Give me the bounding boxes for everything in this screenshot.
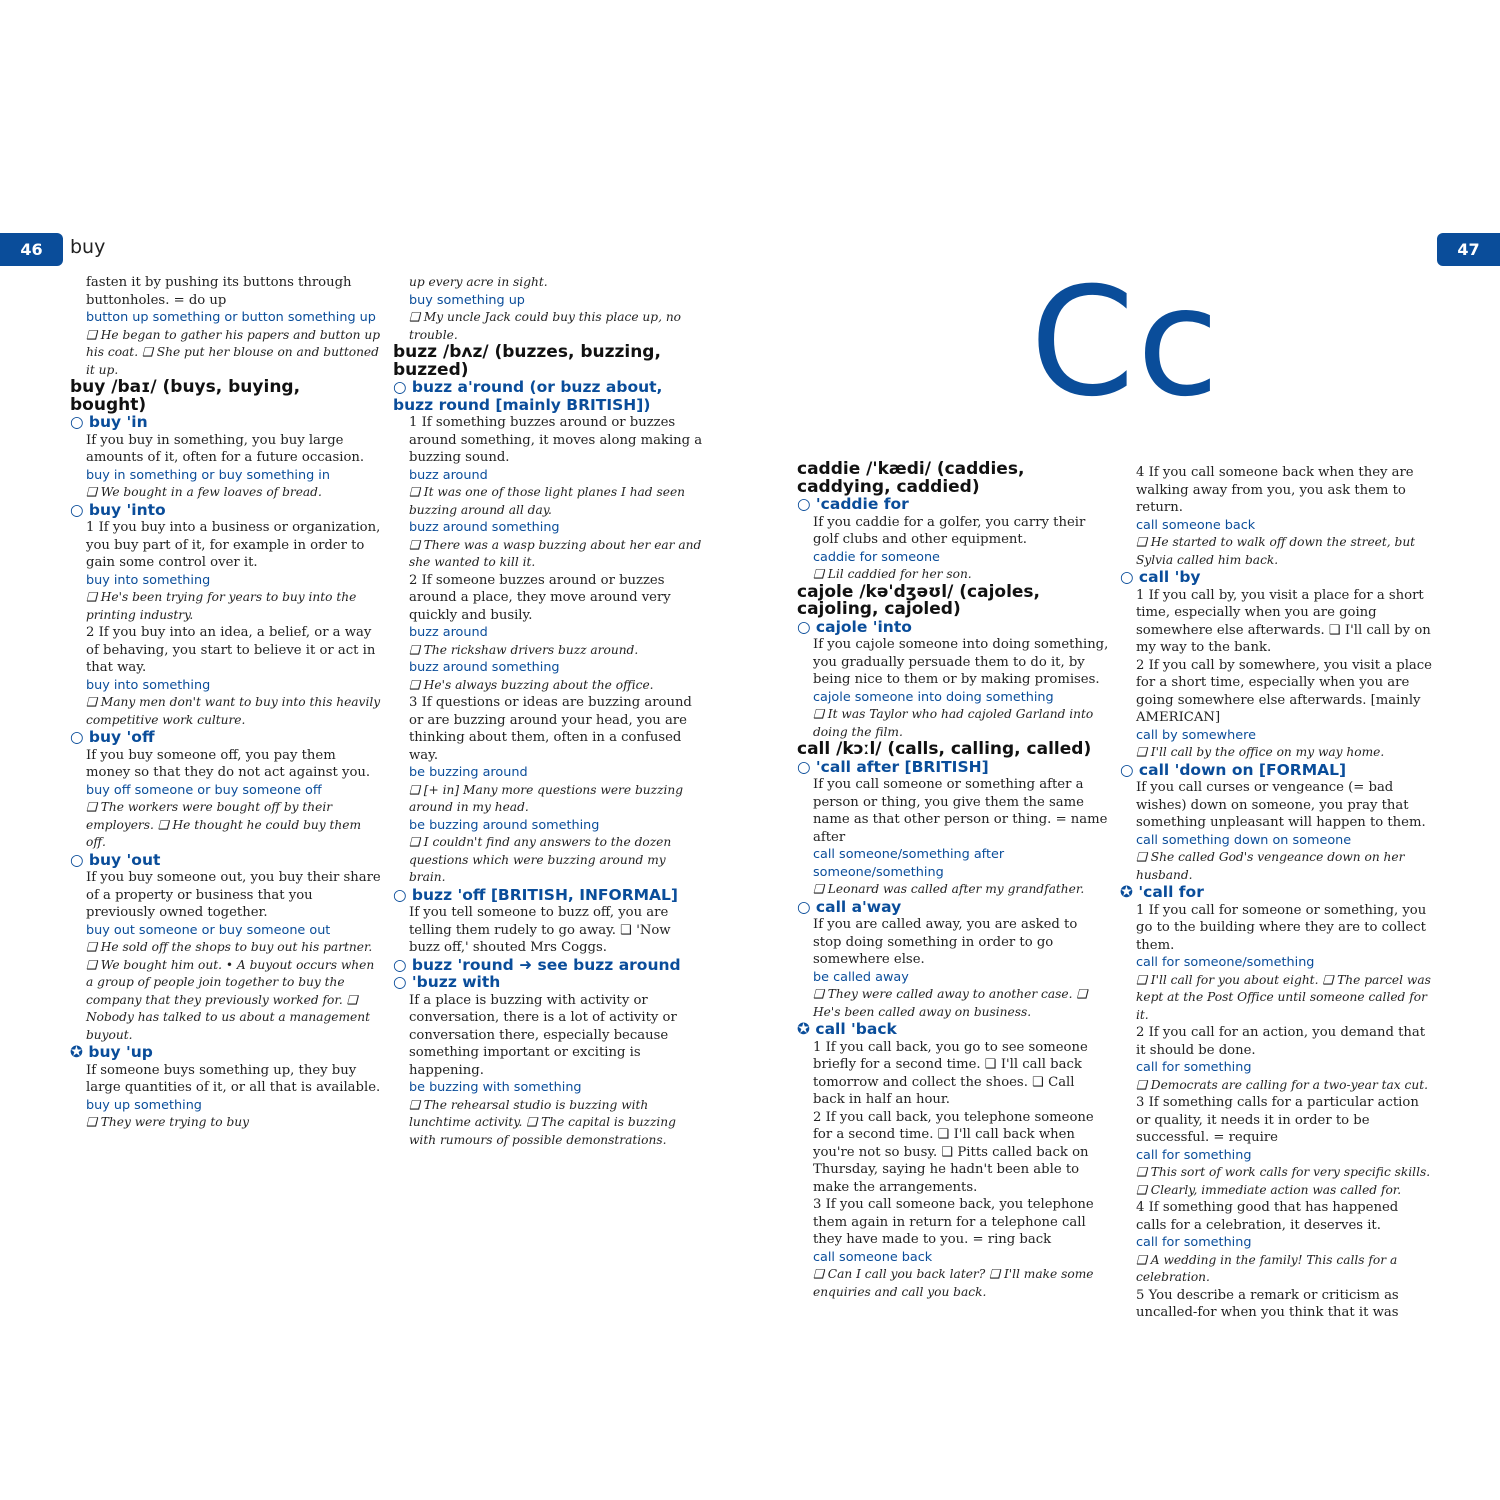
definition-text: If you call someone or something after a person or thing, you give them the same name as that other person or thing. = name after <box>813 777 1108 845</box>
definition-text: If you tell someone to buzz off, you are telling them rudely to go away. ❑ 'Now buzz off,' shouted Mrs Coggs. <box>409 905 671 955</box>
example-text: ❑ Democrats are calling for a two-year tax cut. <box>1136 1077 1429 1092</box>
example-text: ❑ He sold off the shops to buy out his partner. ❑ We bought him out. • A buyout occurs when a group of people join together to buy the company that they previously worked for. ❑ Nobody has talked to us about a management buyout. <box>86 940 375 1042</box>
example-text: ❑ I'll call for you about eight. ❑ The parcel was kept at the Post Office until someone called for it. <box>1136 972 1431 1022</box>
definition-text: 2 If you buy into an idea, a belief, or a way of behaving, you start to believe it or act in that way. <box>86 625 376 675</box>
phrasal-verb: ○ buzz 'round ➜ see buzz around <box>393 955 681 974</box>
phrasal-verb: ○ cajole 'into <box>797 617 912 636</box>
example-text: ❑ A wedding in the family! This calls for a celebration. <box>1136 1252 1398 1284</box>
phrasal-verb: ○ call a'way <box>797 897 902 916</box>
example-text: ❑ He's always buzzing about the office. <box>409 677 654 692</box>
definition-text: 1 If you call by, you visit a place for a short time, especially when you are going somewhere else afterwards. ❑ I'll call by on my way to the bank. <box>1136 587 1431 655</box>
usage-pattern: buy up something <box>86 1097 202 1113</box>
usage-pattern: be buzzing with something <box>409 1080 582 1095</box>
usage-pattern: buzz around something <box>409 520 560 535</box>
usage-pattern: buy in something or buy something in <box>86 467 330 483</box>
usage-pattern: call someone/something after someone/something <box>813 847 1005 880</box>
usage-pattern: be buzzing around something <box>409 817 600 833</box>
phrasal-verb: ○ buzz 'off [BRITISH, INFORMAL] <box>393 885 679 904</box>
example-text: ❑ They were called away to another case. ❑ He's been called away on business. <box>813 987 1088 1019</box>
section-letter: Cc <box>1030 256 1222 430</box>
example-text: ❑ It was Taylor who had cajoled Garland into doing the film. <box>813 707 1094 739</box>
definition-text: If you call curses or vengeance (= bad wishes) down on someone, you pray that something unpleasant will happen to them. <box>1136 780 1426 830</box>
example-text: ❑ The workers were bought off by their employers. ❑ He thought he could buy them off. <box>86 800 362 849</box>
definition-text: 3 If questions or ideas are buzzing around or are buzzing around your head, you are thinking about them, often in a confused way. <box>409 695 692 763</box>
usage-pattern: buy out someone or buy someone out <box>86 922 331 938</box>
definition-text: If you buy someone off, you pay them money so that they do not act against you. <box>86 747 371 780</box>
headword: buy /baɪ/ (buys, buying, bought) <box>70 377 301 415</box>
usage-pattern: call by somewhere <box>1136 727 1256 743</box>
example-text: ❑ Many men don't want to buy into this heavily competitive work culture. <box>86 695 381 727</box>
example-text: ❑ He began to gather his papers and button up his coat. ❑ She put her blouse on and buttoned it up. <box>86 327 381 377</box>
example-text: ❑ We bought in a few loaves of bread. <box>86 485 322 499</box>
usage-pattern: buy into something <box>86 572 211 588</box>
phrasal-verb: ○ call 'down on [FORMAL] <box>1120 760 1347 779</box>
definition-text: 2 If someone buzzes around or buzzes around a place, they move around very quickly and busily. <box>409 572 671 623</box>
definition-text: If you buy in something, you buy large amounts of it, often for a future occasion. <box>86 432 365 465</box>
example-text: ❑ He's been trying for years to buy into the printing industry. <box>86 590 357 622</box>
definition-text: 3 If something calls for a particular action or quality, it needs it in order to be successful. = require <box>1136 1095 1419 1145</box>
usage-pattern: buzz around something <box>409 660 560 675</box>
example-text: ❑ Leonard was called after my grandfather. <box>813 882 1085 896</box>
example-text: ❑ He started to walk off down the street, but Sylvia called him back. <box>1136 535 1416 567</box>
example-text: ❑ I'll call by the office on my way home. <box>1136 745 1385 759</box>
example-text: ❑ This sort of work calls for very specific skills. ❑ Clearly, immediate action was called for. <box>1136 1165 1431 1197</box>
usage-pattern: call someone back <box>813 1249 933 1265</box>
usage-pattern: caddie for someone <box>813 549 940 565</box>
usage-pattern: call for someone/something <box>1136 955 1315 970</box>
phrasal-verb: ○ buy 'off <box>70 728 155 746</box>
example-text: ❑ They were trying to buy <box>86 1115 249 1129</box>
example-text: ❑ She called God's vengeance down on her husband. <box>1136 850 1405 882</box>
phrasal-verb: ✪ 'call for <box>1120 883 1204 901</box>
usage-pattern: buy into something <box>86 677 211 693</box>
definition-text: 4 If you call someone back when they are walking away from you, you ask them to return. <box>1136 465 1414 515</box>
phrasal-verb: ○ buzz a'round (or buzz about, buzz round [mainly BRITISH]) <box>393 378 663 414</box>
usage-pattern: call for something <box>1136 1235 1252 1250</box>
headword: buzz /bʌz/ (buzzes, buzzing, buzzed) <box>393 342 661 380</box>
definition-text: If you caddie for a golfer, you carry their golf clubs and other equipment. <box>813 514 1086 547</box>
page-number-tab-right: 47 <box>1437 233 1500 266</box>
running-head: buy <box>70 236 106 258</box>
definition-text: If you cajole someone into doing something, you gradually persuade them to do it, by being nice to them or by making promises. <box>813 637 1109 687</box>
definition-text: If you buy someone out, you buy their share of a property or business that you previously owned together. <box>86 870 381 920</box>
column-4 <box>1120 464 1432 1322</box>
usage-pattern: buy off someone or buy someone off <box>86 782 322 798</box>
usage-pattern: buzz around <box>409 467 488 483</box>
usage-pattern: buzz around <box>409 625 488 640</box>
headword: caddie /'kædi/ (caddies, caddying, caddied) <box>797 459 1025 497</box>
phrasal-verb: ○ buy 'out <box>70 850 161 869</box>
definition-text: 1 If you call back, you go to see someone briefly for a second time. ❑ I'll call back tomorrow and collect the shoes. ❑ Call back in half an hour. <box>813 1039 1088 1107</box>
example-text: ❑ There was a wasp buzzing about her ear and she wanted to kill it. <box>409 537 702 569</box>
example-text: ❑ The rehearsal studio is buzzing with lunchtime activity. ❑ The capital is buzzing with rumours of possible demonstrations. <box>409 1097 676 1147</box>
page-number-tab-left: 46 <box>0 233 63 266</box>
definition-text: If a place is buzzing with activity or conversation, there is a lot of activity or conversation there, especially because something important or exciting is happening. <box>409 992 677 1078</box>
column-1 <box>70 274 382 1132</box>
example-text: ❑ Lil caddied for her son. <box>813 567 972 581</box>
column-3 <box>797 461 1109 1301</box>
phrasal-verb: ○ 'caddie for <box>797 495 909 513</box>
usage-pattern: call something down on someone <box>1136 832 1352 848</box>
definition-text: 1 If you call for someone or something, you go to the building where they are to collect them. <box>1136 902 1427 953</box>
definition-text: 2 If you call back, you telephone someone for a second time. ❑ I'll call back when you're not so busy. ❑ Pitts called back on Thursday, saying he hadn't been able to make the arrangements. <box>813 1109 1094 1195</box>
phrasal-verb: ○ buy 'in <box>70 413 148 431</box>
usage-pattern: button up something or button something up <box>86 310 376 325</box>
usage-pattern: cajole someone into doing something <box>813 689 1054 705</box>
usage-pattern: call for something <box>1136 1060 1252 1075</box>
definition-text: 5 You describe a remark or criticism as uncalled-for when you think that it was <box>1136 1287 1399 1320</box>
headword: cajole /kə'dʒəʊl/ (cajoles, cajoling, cajoled) <box>797 581 1041 619</box>
definition-text: 4 If something good that has happened calls for a celebration, it deserves it. <box>1136 1200 1399 1233</box>
example-text: ❑ The rickshaw drivers buzz around. <box>409 642 639 657</box>
definition-text: 1 If something buzzes around or buzzes around something, it moves along making a buzzing sound. <box>409 415 703 465</box>
definition-text: If you are called away, you are asked to stop doing something in order to go somewhere else. <box>813 917 1078 967</box>
example-text: up every acre in sight. <box>409 275 548 289</box>
phrasal-verb: ✪ buy 'up <box>70 1043 153 1061</box>
usage-pattern: call someone back <box>1136 517 1256 533</box>
definition-text: If someone buys something up, they buy large quantities of it, or all that is available. <box>86 1062 381 1095</box>
phrasal-verb: ○ 'buzz with <box>393 973 501 991</box>
example-text: ❑ I couldn't find any answers to the dozen questions which were buzzing around my brain. <box>409 835 672 884</box>
definition-text: fasten it by pushing its buttons through buttonholes. = do up <box>86 275 352 308</box>
example-text: ❑ It was one of those light planes I had seen buzzing around all day. <box>409 485 686 517</box>
definition-text: 2 If you call for an action, you demand that it should be done. <box>1136 1025 1426 1058</box>
definition-text: 2 If you call by somewhere, you visit a place for a short time, especially when you are going somewhere else afterwards. [mainly AMERICAN] <box>1136 657 1432 725</box>
phrasal-verb: ✪ call 'back <box>797 1020 897 1038</box>
headword: call /kɔːl/ (calls, calling, called) <box>797 739 1092 759</box>
usage-pattern: be called away <box>813 969 909 985</box>
column-2 <box>393 274 705 1149</box>
usage-pattern: call for something <box>1136 1147 1252 1163</box>
example-text: ❑ My uncle Jack could buy this place up, no trouble. <box>409 310 682 342</box>
definition-text: 3 If you call someone back, you telephone them again in return for a telephone call they have made to you. = ring back <box>813 1197 1094 1247</box>
phrasal-verb: ○ 'call after [BRITISH] <box>797 757 989 776</box>
definition-text: 1 If you buy into a business or organization, you buy part of it, for example in order to gain some control over it. <box>86 520 381 570</box>
usage-pattern: buy something up <box>409 292 525 308</box>
example-text: ❑ [+ in] Many more questions were buzzing around in my head. <box>409 782 684 814</box>
phrasal-verb: ○ buy 'into <box>70 500 166 519</box>
usage-pattern: be buzzing around <box>409 765 528 780</box>
phrasal-verb: ○ call 'by <box>1120 568 1201 586</box>
example-text: ❑ Can I call you back later? ❑ I'll make some enquiries and call you back. <box>813 1267 1094 1299</box>
